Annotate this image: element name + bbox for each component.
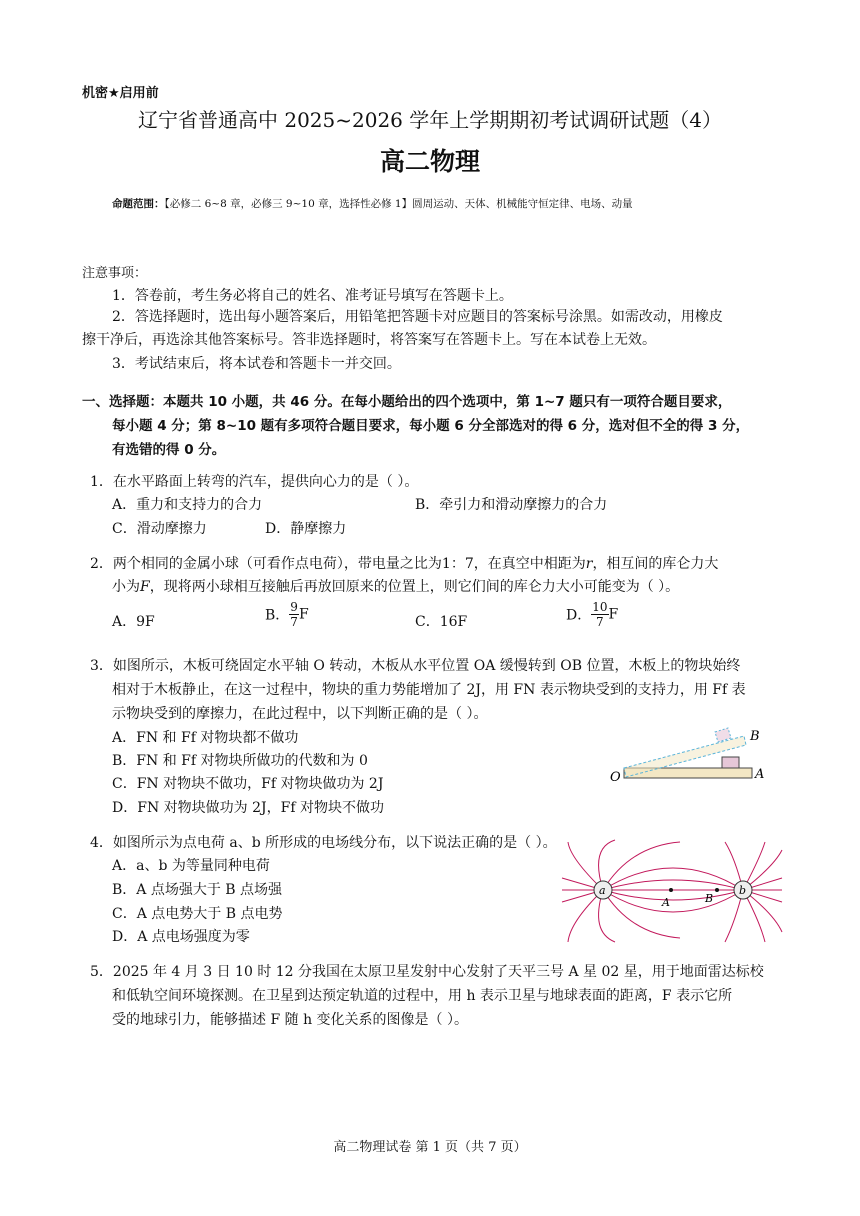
q2-option-d-label: D．: [566, 607, 592, 624]
block-on-horizontal-board: [722, 757, 739, 768]
q3-line-3: 示物块受到的摩擦力，在此过程中，以下判断正确的是（ ）。: [112, 706, 488, 722]
point-b-label: B: [705, 892, 714, 905]
notice-item-3: 3．考试结束后，将本试卷和答题卡一并交回。: [112, 356, 401, 372]
q1-option-a: A．重力和支持力的合力: [112, 497, 263, 513]
subject-title: 高二物理: [379, 147, 480, 176]
q3-option-d: D．FN 对物块做功为 2J，Ff 对物块不做功: [112, 800, 384, 816]
q2-option-b-unit: F: [298, 606, 309, 623]
scope-label: 命题范围：: [112, 198, 165, 210]
q2-option-b-fraction: [289, 600, 299, 629]
q2-option-b: [265, 600, 309, 629]
section-1-line-3: 有选错的得 0 分。: [112, 442, 226, 458]
q3-line-1: 3．如图所示，木板可绕固定水平轴 O 转动，木板从水平位置 OA 缓慢转到 OB 位置，木板上的物块始终: [90, 658, 741, 674]
q2-line-1b: ，相互间的库仑力大: [592, 556, 719, 572]
label-o: O: [610, 770, 621, 785]
scope-text: 【必修二 6~8 章，必修三 9~10 章，选择性必修 1】圆周运动、天体、机械能守恒定律、电场、动量: [164, 198, 633, 210]
q2-var-r: r: [585, 556, 593, 572]
notice-heading: 注意事项：: [82, 266, 148, 281]
q2-option-c: C．16F: [415, 614, 468, 630]
charge-b-label: b: [739, 884, 747, 897]
q2-line-2a: 小为: [112, 579, 140, 595]
q2-option-d: [566, 600, 618, 629]
q5-line-2: 和低轨空间环境探测。在卫星到达预定轨道的过程中，用 h 表示卫星与地球表面的距离，F 表示它所: [112, 988, 733, 1004]
q2-line-2b: ，现将两小球相互接触后再放回原来的位置上，则它们间的库仑力大小可能变为（ ）。: [149, 579, 680, 595]
q3-line-2: 相对于木板静止，在这一过程中，物块的重力势能增加了 2J，用 FN 表示物块受到的支持力，用 Ff 表: [112, 682, 746, 698]
q4-option-b: B．A 点场强大于 B 点场强: [112, 882, 283, 898]
q2-option-d-unit: F: [608, 606, 619, 623]
q3-board-figure: [600, 718, 780, 790]
q2-line-1: [90, 553, 718, 573]
q1-option-c: C．滑动摩擦力: [112, 521, 207, 537]
q5-line-1: 5．2025 年 4 月 3 日 10 时 12 分我国在太原卫星发射中心发射了天平三号 A 星 02 星，用于地面雷达标校: [90, 964, 764, 980]
q2-option-b-denominator: 7: [290, 615, 298, 629]
q2-var-f: F: [140, 579, 150, 595]
q5-line-3: 受的地球引力，能够描述 F 随 h 变化关系的图像是（ ）。: [112, 1012, 468, 1028]
charge-a-label: a: [599, 884, 606, 897]
q3-option-c: C．FN 对物块不做功，Ff 对物块做功为 2J: [112, 776, 384, 792]
q4-field-figure: [560, 838, 784, 946]
q1-option-d: D．静摩擦力: [265, 521, 347, 537]
point-a: [669, 888, 673, 892]
block-on-tilted-board: [715, 728, 731, 742]
notice-item-1: 1．答卷前，考生务必将自己的姓名、准考证号填写在答题卡上。: [112, 288, 513, 304]
point-a-label: A: [662, 896, 670, 909]
q2-line-1a: 2．两个相同的金属小球（可看作点电荷），带电量之比为1：7，在真空中相距为: [90, 556, 586, 572]
q2-option-b-numerator: 9: [290, 600, 298, 614]
q4-option-c: C．A 点电势大于 B 点电势: [112, 906, 283, 922]
q4-option-a: A．a、b 为等量同种电荷: [112, 858, 270, 874]
label-b: B: [750, 729, 760, 744]
q4-option-d: D．A 点电场强度为零: [112, 929, 250, 945]
exam-title: 辽宁省普通高中 2025~2026 学年上学期期初考试调研试题（4）: [138, 108, 722, 132]
section-1-line-1: 一、选择题：本题共 10 小题，共 46 分。在每小题给出的四个选项中，第 1~7 题只有一项符合题目要求，: [82, 394, 732, 410]
page-footer: 高二物理试卷 第 1 页（共 7 页）: [333, 1140, 527, 1155]
exam-scope: [112, 196, 633, 211]
section-1-line-2: 每小题 4 分；第 8~10 题有多项符合题目要求，每小题 6 分全部选对的得 6 分，选对但不全的得 3 分，: [112, 418, 750, 434]
q3-option-a: A．FN 和 Ff 对物块都不做功: [112, 730, 299, 746]
q2-option-d-fraction: [591, 600, 608, 629]
notice-item-2b: 擦干净后，再选涂其他答案标号。答非选择题时，将答案写在答题卡上。写在本试卷上无效。: [82, 332, 656, 348]
q1-option-b: B．牵引力和滑动摩擦力的合力: [415, 497, 608, 513]
confidential-mark: 机密★启用前: [82, 86, 159, 101]
q2-line-2: [112, 576, 679, 596]
q2-option-d-numerator: 10: [592, 600, 608, 614]
q3-option-b: B．FN 和 Ff 对物块所做功的代数和为 0: [112, 753, 368, 769]
q2-option-d-denominator: 7: [596, 615, 604, 629]
q1-stem: 1．在水平路面上转弯的汽车，提供向心力的是（ ）。: [90, 474, 419, 490]
notice-item-2a: 2．答选择题时，选出每小题答案后，用铅笔把答题卡对应题目的答案标号涂黑。如需改动，用橡皮: [112, 309, 723, 325]
label-a: A: [755, 767, 765, 782]
q4-stem: 4．如图所示为点电荷 a、b 所形成的电场线分布，以下说法正确的是（ ）。: [90, 835, 557, 851]
q2-option-a: A．9F: [112, 614, 155, 630]
point-b: [715, 888, 719, 892]
q2-option-b-label: B．: [265, 607, 290, 624]
